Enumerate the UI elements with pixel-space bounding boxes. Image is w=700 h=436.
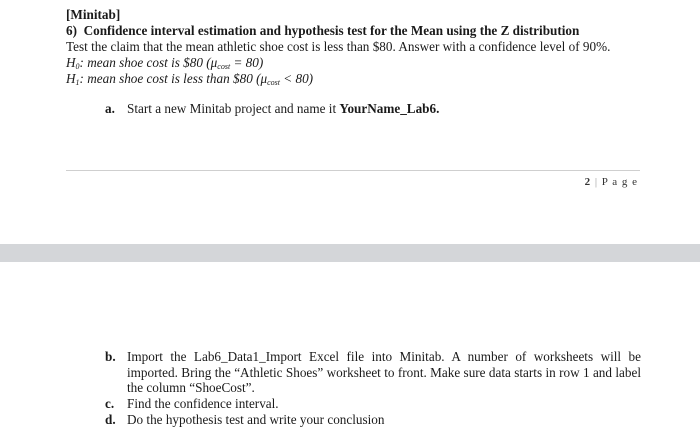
- item-b-letter: b.: [105, 349, 116, 364]
- item-d-text: Do the hypothesis test and write your conclusion: [127, 412, 385, 427]
- question-title: 6) Confidence interval estimation and hypothesis test for the Mean using the Z distribution: [66, 23, 580, 38]
- page-gap: [0, 244, 700, 262]
- h0-param-subscript: cost: [217, 62, 231, 71]
- null-hypothesis: [66, 55, 263, 70]
- h1-param-subscript: cost: [267, 78, 280, 87]
- item-c-text: Find the confidence interval.: [127, 396, 279, 411]
- item-a-plain: Start a new Minitab project and name it: [127, 101, 340, 116]
- alternative-hypothesis: [66, 71, 313, 86]
- item-a-project-name: YourName_Lab6.: [339, 101, 440, 116]
- h0-symbol: H: [66, 55, 76, 70]
- page-number: [585, 176, 638, 188]
- minitab-tag: [Minitab]: [66, 7, 121, 22]
- item-c-letter: c.: [105, 396, 115, 411]
- document-page-2: [0, 262, 700, 436]
- h1-text: : mean shoe cost is less than $80 (μ: [79, 71, 268, 86]
- page-number-value: 2: [584, 176, 592, 188]
- h0-tail: = 80): [230, 55, 264, 70]
- h1-symbol: H: [66, 71, 76, 86]
- h0-subscript: 0: [75, 62, 80, 71]
- footer-rule: [66, 170, 640, 171]
- page-number-separator: |: [594, 176, 599, 188]
- h1-subscript: 1: [75, 78, 80, 87]
- h0-text: : mean shoe cost is $80 (μ: [79, 55, 218, 70]
- question-intro: Test the claim that the mean athletic shoe cost is less than $80. Answer with a confidence level of 90%.: [66, 39, 611, 54]
- item-d-letter: d.: [105, 412, 116, 427]
- page-number-label: P a g e: [601, 176, 638, 188]
- item-a-letter: a.: [105, 101, 115, 116]
- h1-tail: < 80): [279, 71, 314, 86]
- item-b-text: Import the Lab6_Data1_Import Excel file into Minitab. A number of worksheets will be imported. Bring the “Athletic Shoes” worksheet to front. Make sure data starts in row 1 and label the column “ShoeCost”.: [127, 349, 641, 395]
- item-a-text: [127, 101, 439, 116]
